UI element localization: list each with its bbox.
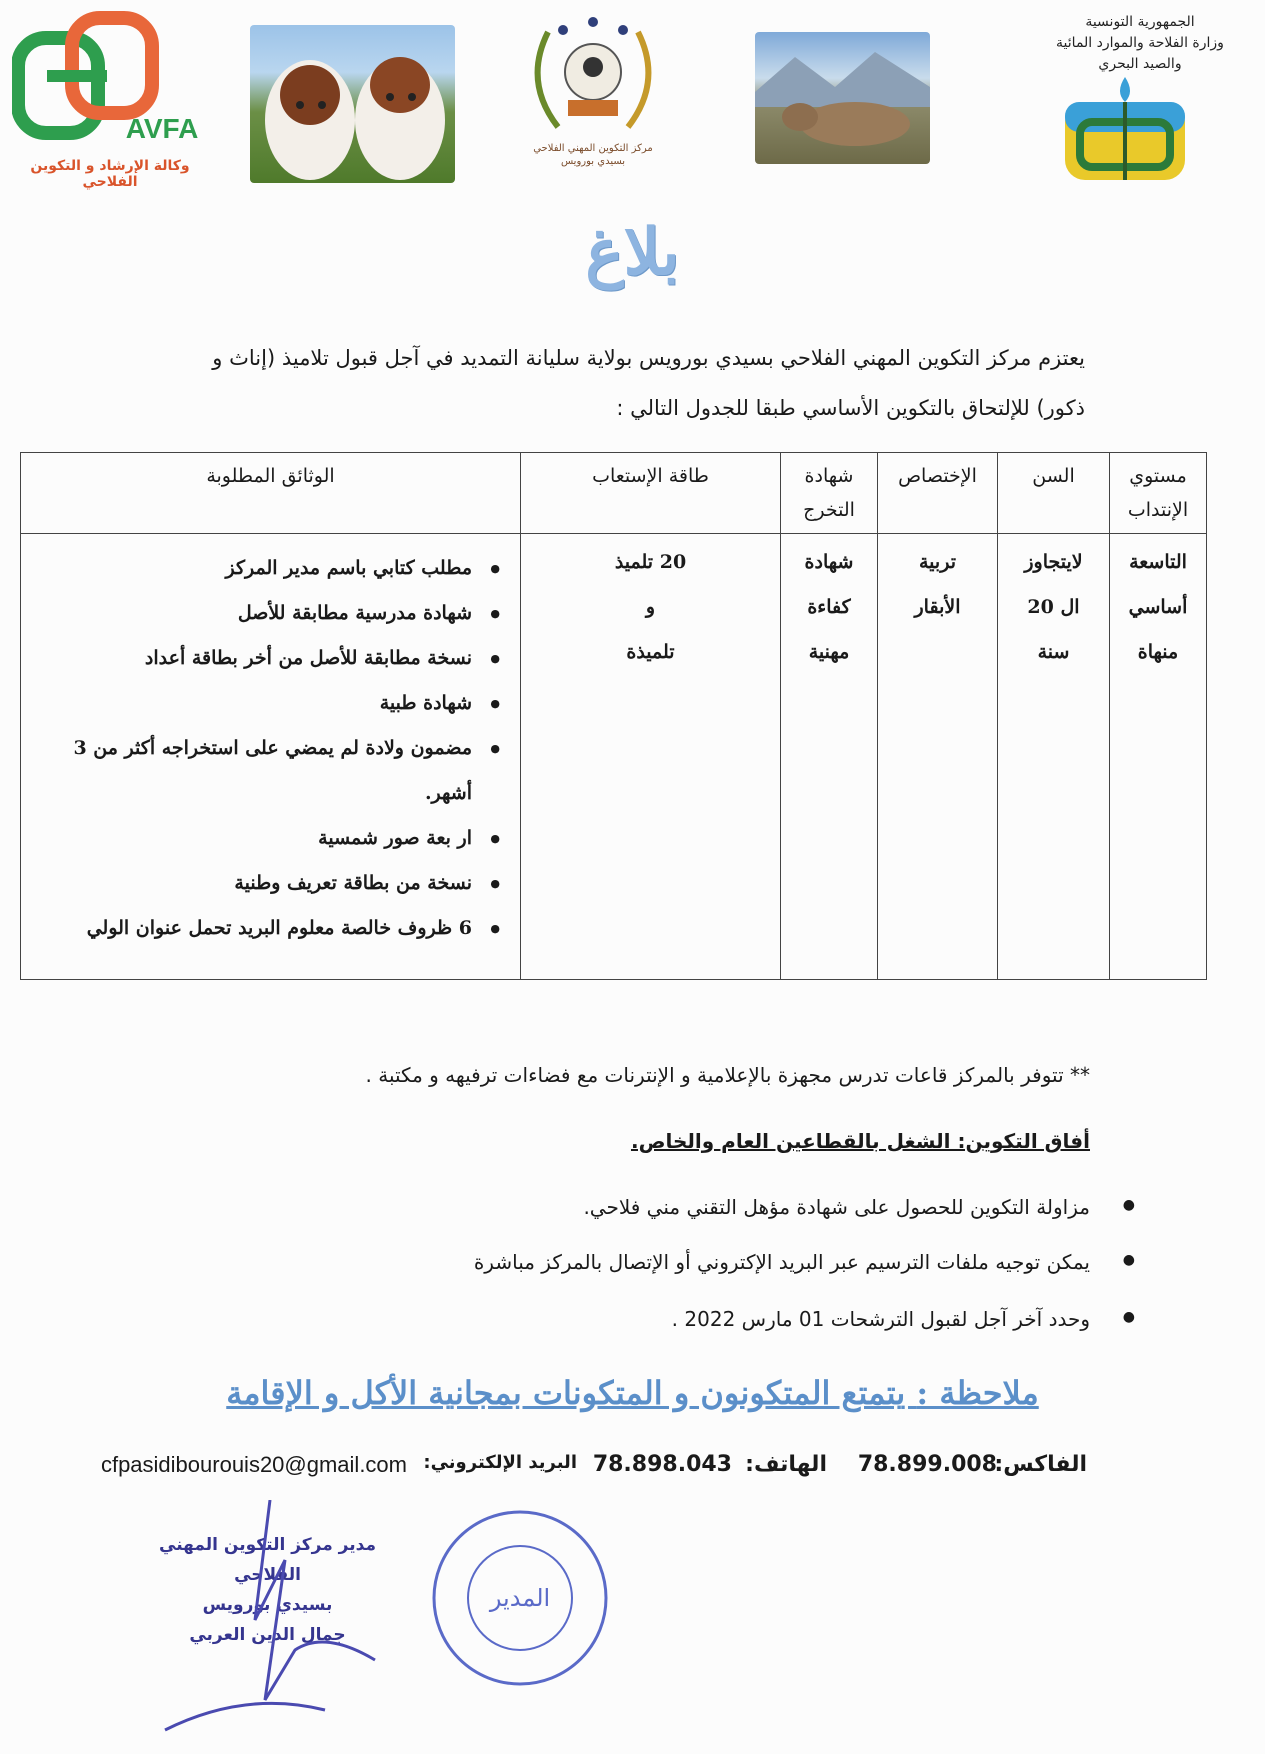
training-center-caption xyxy=(508,142,678,168)
header-certificate xyxy=(781,453,878,534)
list-item xyxy=(90,1307,1135,1331)
center-caption-line: بسيدي بورويس xyxy=(560,156,626,167)
email-label: البريد الإلكتروني: xyxy=(423,1452,577,1473)
phone-number: 78.898.043 xyxy=(592,1452,732,1477)
cell-age xyxy=(998,534,1110,980)
ministry-line: الجمهورية التونسية xyxy=(1085,14,1195,30)
stamp-ring-text xyxy=(430,1508,440,1513)
horizons-heading: أفاق التكوين: الشغل بالقطاعين العام والخاص. xyxy=(630,1129,1090,1153)
table-row xyxy=(21,534,1207,980)
cow-mountain-photo xyxy=(755,32,930,164)
list-item: ● نسخة مطابقة للأصل من أخر بطاقة أعداد xyxy=(27,636,472,681)
bullet-text: وحدد آخر آجل لقبول الترشحات 01 مارس 2022 . xyxy=(671,1307,1090,1331)
center-caption-line: مركز التكوين المهني الفلاحي xyxy=(533,143,653,154)
cell-text: منهاة xyxy=(1137,641,1179,663)
bullet-icon: ● xyxy=(1122,1252,1135,1268)
cell-certificate xyxy=(781,534,878,980)
header-capacity: طاقة الإستعاب xyxy=(521,453,781,534)
list-item: ● شهادة طبية xyxy=(27,681,472,726)
cell-text: التاسعة xyxy=(1129,551,1187,573)
fax-label: الفاكس: xyxy=(994,1452,1087,1477)
cell-text: لايتجاوز xyxy=(1024,551,1083,573)
header-text: التخرج xyxy=(803,499,855,521)
header-text: مستوي xyxy=(1129,465,1187,487)
stamp-center-text: المدير xyxy=(489,1584,551,1612)
svg-text:مركز التكوين المهني الفلاحي بس xyxy=(430,1508,440,1513)
facilities-text: ** تتوفر بالمركز قاعات تدرس مجهزة بالإعلامية و الإنترنات مع فضاءات ترفيهه و مكتبة . xyxy=(365,1063,1090,1087)
list-item: ● ار بعة صور شمسية xyxy=(27,816,472,861)
cell-text: تلميذة xyxy=(626,641,675,663)
list-item: ● مضمون ولادة لم يمضي على استخراجه أكثر من 3 أشهر. xyxy=(27,726,472,816)
intro-line-1: يعتزم مركز التكوين المهني الفلاحي بسيدي بورويس بولاية سليانة التمديد في آجل قبول تلاميذ (إناث و xyxy=(212,346,1085,370)
intro-line-2: ذكور) للإلتحاق بالتكوين الأساسي طبقا للجدول التالي : xyxy=(616,396,1085,420)
list-item: ● شهادة مدرسية مطابقة للأصل xyxy=(27,591,472,636)
table-header-row xyxy=(21,453,1207,534)
signature-line: مدير مركز التكوين المهني الفلاحي xyxy=(159,1535,376,1585)
avfa-caption: وكالة الإرشاد و التكوين الفلاحي xyxy=(30,158,190,190)
ministry-header xyxy=(1025,12,1255,75)
documents-list xyxy=(27,546,498,951)
list-item xyxy=(90,1250,1135,1274)
cell-text: أساسي xyxy=(1128,596,1188,618)
fax-number: 78.899.008 xyxy=(857,1452,997,1477)
header-documents: الوثائق المطلوبة xyxy=(21,453,521,534)
cell-documents xyxy=(21,534,521,980)
cell-level xyxy=(1110,534,1207,980)
cell-text: تربية xyxy=(919,551,956,573)
bullet-icon: ● xyxy=(1122,1197,1135,1213)
signature-line: جمال الدين العربي xyxy=(189,1625,346,1645)
note-label: ملاحظة : xyxy=(916,1374,1039,1412)
header-age: السن xyxy=(998,453,1110,534)
signature-line: بسيدي بورويس xyxy=(202,1595,333,1615)
cell-text: ال 20 xyxy=(1027,596,1080,618)
phone-label: الهاتف: xyxy=(745,1452,827,1477)
header-level xyxy=(1110,453,1207,534)
bullet-text: يمكن توجيه ملفات الترسيم عبر البريد الإكتروني أو الإتصال بالمركز مباشرة xyxy=(473,1250,1090,1274)
avfa-logo-text: AVFA xyxy=(125,113,199,144)
header-specialty: الإختصاص xyxy=(878,453,998,534)
note-banner xyxy=(0,1374,1265,1412)
header-text: الإنتداب xyxy=(1127,499,1189,521)
bullet-icon: ● xyxy=(1122,1309,1135,1325)
cell-text: مهنية xyxy=(808,641,850,663)
admission-table xyxy=(20,452,1207,980)
cell-text: الأبقار xyxy=(914,596,961,618)
signature-mark xyxy=(125,1500,415,1750)
email-link[interactable]: cfpasidibourouis20@gmail.com xyxy=(100,1452,407,1477)
bullet-text: مزاولة التكوين للحصول على شهادة مؤهل التقني مني فلاحي. xyxy=(583,1195,1090,1219)
cell-text: شهادة xyxy=(804,551,854,573)
cell-text: 20 تلميذ xyxy=(614,551,687,573)
cell-text: و xyxy=(645,596,656,618)
cell-text: كفاءة xyxy=(807,596,851,618)
list-item: ● 6 ظروف خالصة معلوم البريد تحمل عنوان الولي xyxy=(27,906,472,951)
header-text: شهادة xyxy=(804,465,854,487)
ministry-logo xyxy=(1055,72,1195,187)
cell-capacity xyxy=(521,534,781,980)
list-item: ● نسخة من بطاقة تعريف وطنية xyxy=(27,861,472,906)
cell-text: سنة xyxy=(1037,641,1070,663)
ministry-line: والصيد البحري xyxy=(1098,56,1182,72)
page-title: بلاغ xyxy=(585,215,680,290)
cell-specialty xyxy=(878,534,998,980)
note-text: يتمتع المتكونون و المتكونات بمجانية الأكل و الإقامة xyxy=(226,1374,917,1412)
avfa-logo xyxy=(12,8,202,178)
official-stamp xyxy=(430,1508,610,1688)
list-item xyxy=(90,1195,1135,1219)
ministry-line: وزارة الفلاحة والموارد المائية xyxy=(1056,35,1224,51)
cows-photo xyxy=(250,25,455,183)
list-item: ● مطلب كتابي باسم مدير المركز xyxy=(27,546,472,591)
